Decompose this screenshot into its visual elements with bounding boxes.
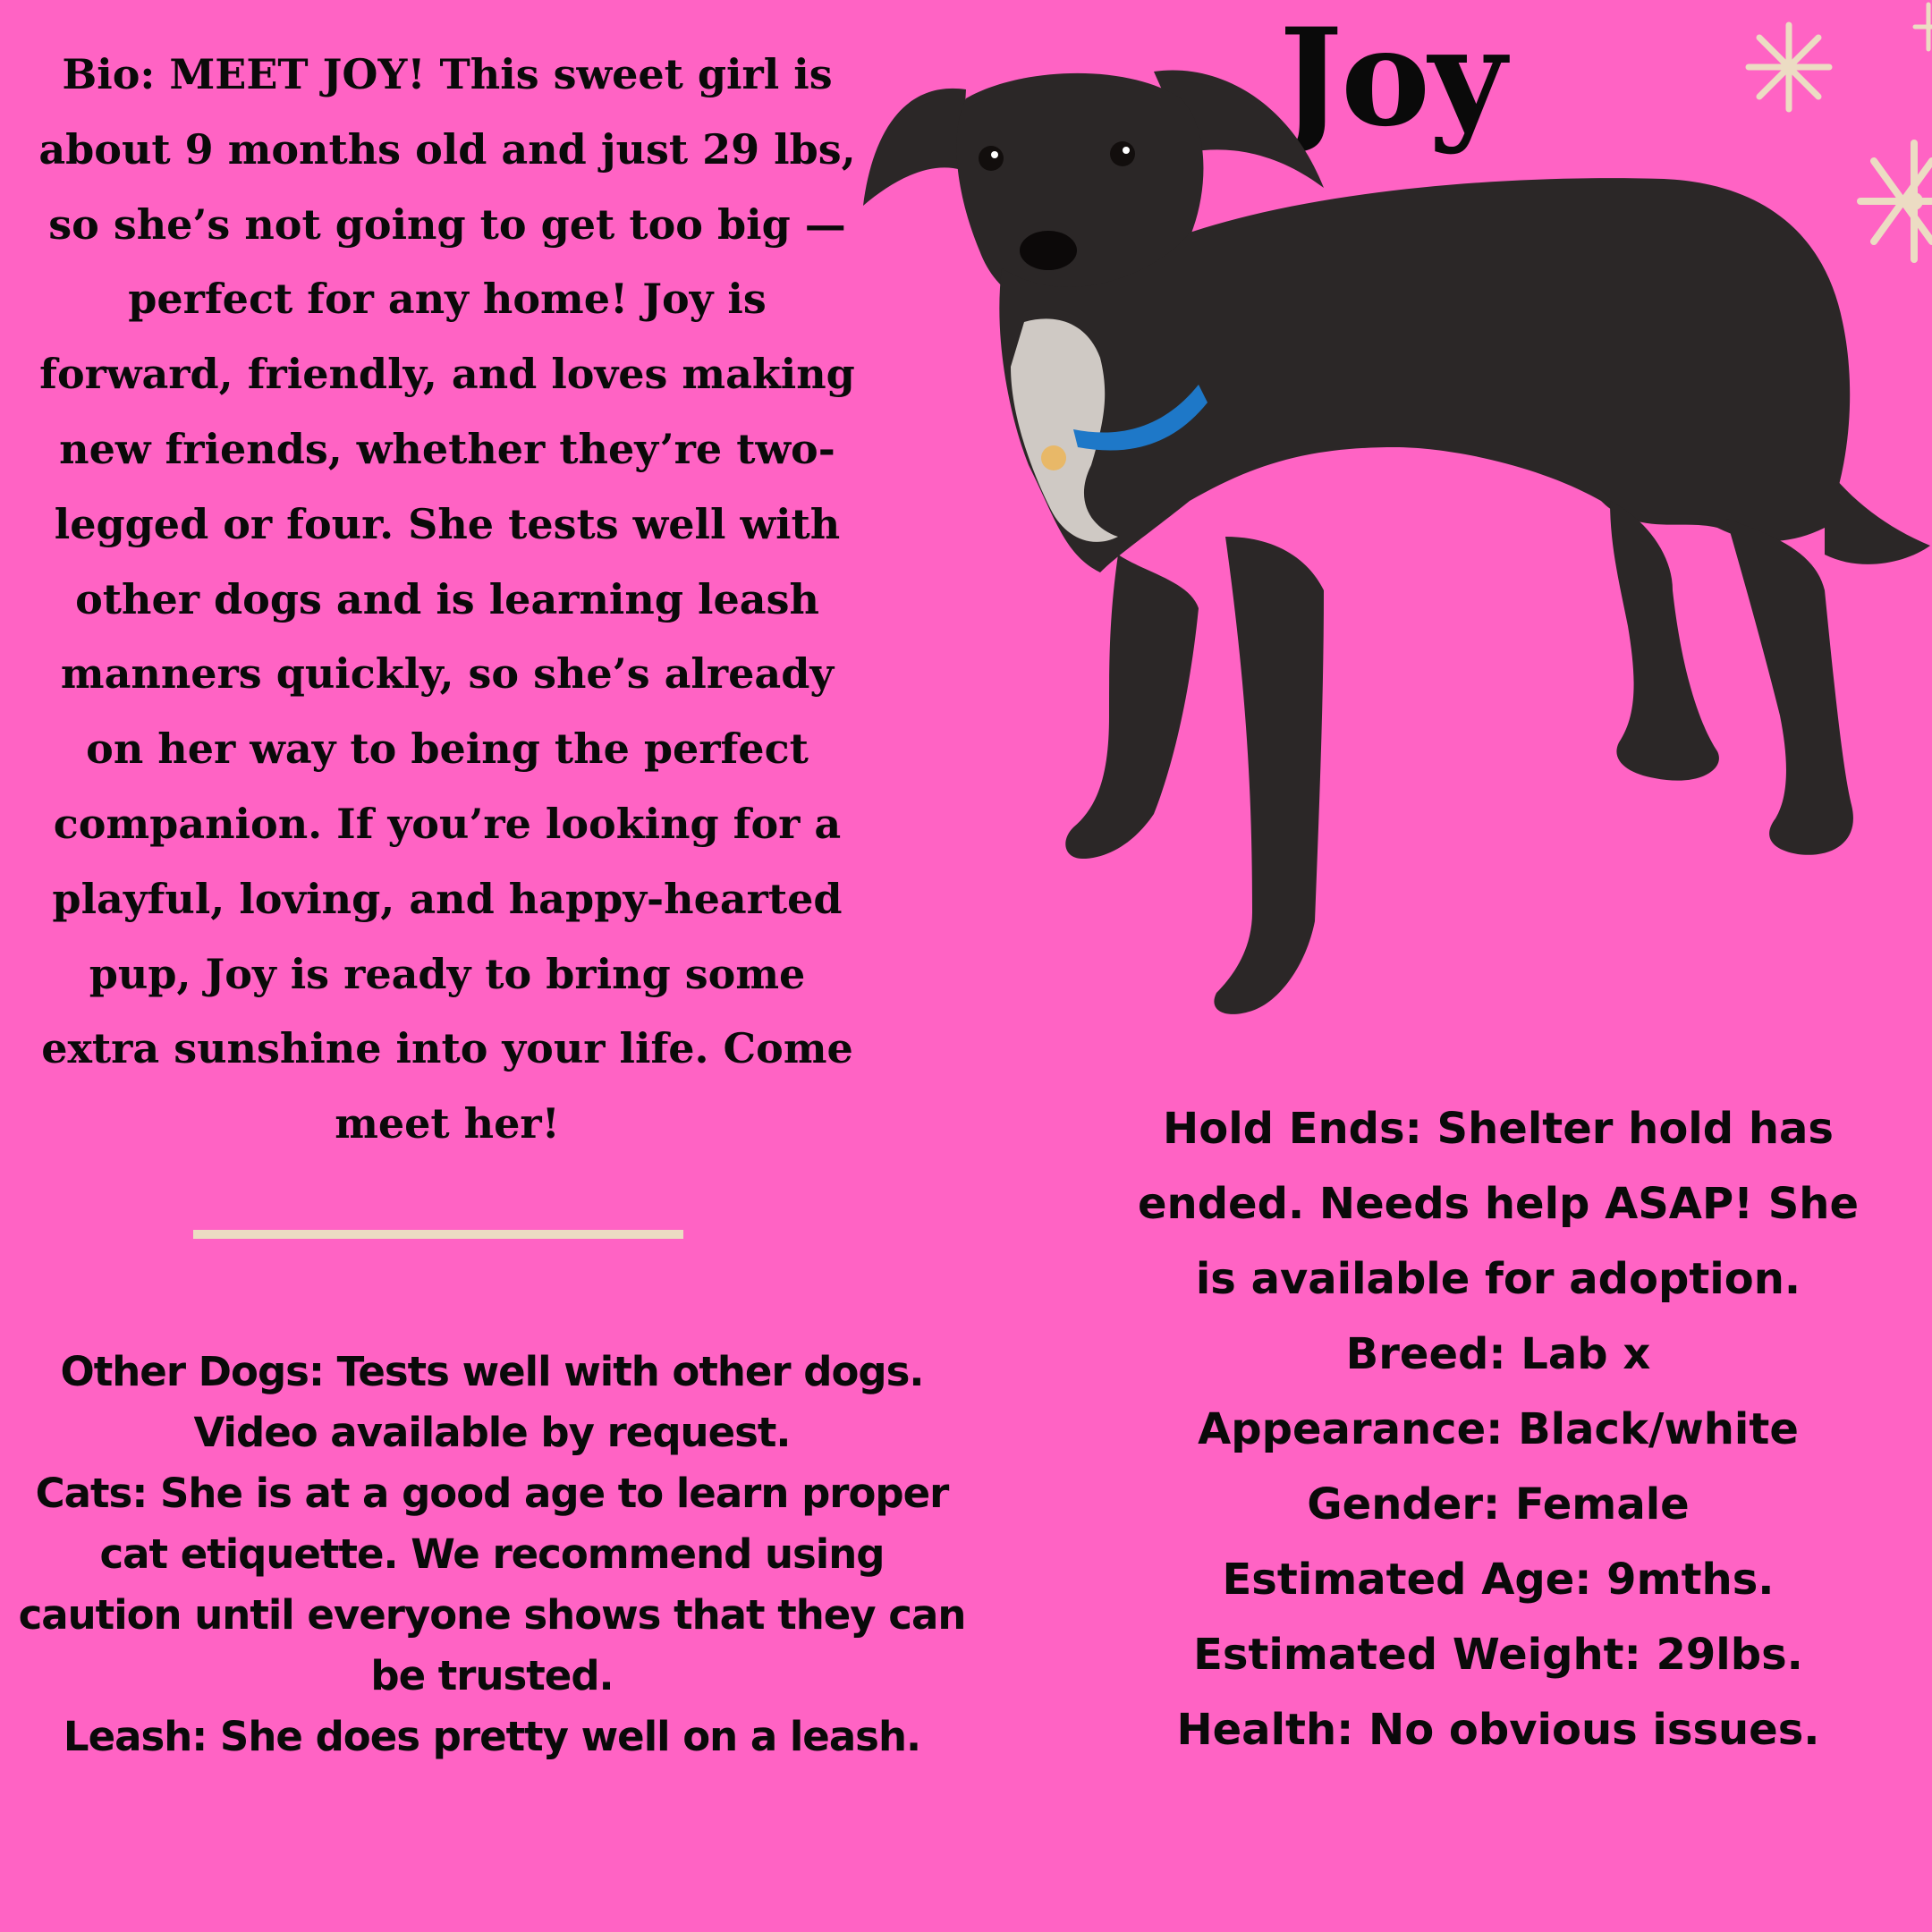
details-info bbox=[1114, 1091, 1883, 1767]
appearance-text: Appearance: Black/white bbox=[1198, 1404, 1799, 1454]
behavior-info bbox=[18, 1342, 966, 1767]
hold-ends-text: Hold Ends: Shelter hold has ended. Needs help ASAP! She is available for adoption. bbox=[1137, 1104, 1860, 1304]
sparkle-icon bbox=[1856, 134, 1932, 268]
dog-photo bbox=[850, 54, 1932, 1038]
cats-text: Cats: She is at a good age to learn proper cat etiquette. We recommend using caution until everyone shows that they can be trusted. bbox=[18, 1470, 966, 1699]
sparkle-icon bbox=[1912, 0, 1932, 54]
page-title: Joy bbox=[1279, 0, 1505, 157]
divider-line bbox=[193, 1230, 683, 1239]
bio-text: Bio: MEET JOY! This sweet girl is about 9 months old and just 29 lbs, so she’s not going to get too big — perfect for any home! Joy is forward, friendly, and loves making new friends, whether they’re two-legged or four. She tests well with other dogs and is learning leash manners quickly, so she’s already on her way to being the perfect companion. If you’re looking for a playful, loving, and happy-hearted pup, Joy is ready to bring some extra sunshine into your life. Come meet her! bbox=[38, 50, 856, 1148]
age-text: Estimated Age: 9mths. bbox=[1222, 1555, 1775, 1605]
other-dogs-text: Other Dogs: Tests well with other dogs. Video available by request. bbox=[60, 1348, 924, 1456]
sparkle-icon bbox=[1740, 18, 1838, 116]
health-text: Health: No obvious issues. bbox=[1176, 1705, 1820, 1755]
weight-text: Estimated Weight: 29lbs. bbox=[1193, 1630, 1803, 1680]
gender-text: Gender: Female bbox=[1307, 1479, 1690, 1530]
leash-text: Leash: She does pretty well on a leash. bbox=[63, 1713, 921, 1760]
breed-text: Breed: Lab x bbox=[1345, 1329, 1651, 1379]
